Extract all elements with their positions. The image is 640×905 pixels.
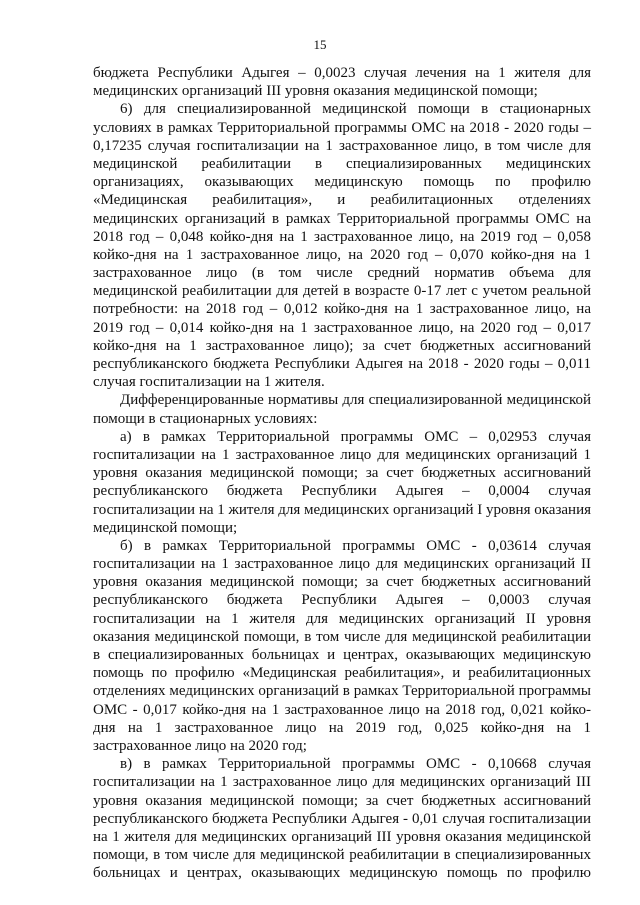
text-line: помощь по профилю «Медицинская реабилитация», и реабилитационных <box>93 665 591 682</box>
text-line: уровня оказания медицинской помощи; за счет бюджетных ассигнований <box>93 574 591 591</box>
text-line: ОМС - 0,017 койко-дня на 1 застрахованное лицо на 2018 год, 0,021 койко- <box>93 701 591 718</box>
text-line: случая госпитализации на 1 жителя. <box>93 374 325 391</box>
text-line: дня на 1 застрахованное лицо на 2019 год, 0,025 койко-дня на 1 <box>93 719 591 736</box>
text-line: условиях в рамках Территориальной программы ОМС на 2018 - 2020 годы – <box>93 119 591 136</box>
text-line: потребности: на 2018 год – 0,012 койко-дня на 1 застрахованное лицо, на <box>93 301 591 318</box>
text-line: а) в рамках Территориальной программы ОМС – 0,02953 случая <box>120 428 591 445</box>
text-line: уровня оказания медицинской помощи; за счет бюджетных ассигнований <box>93 792 591 809</box>
text-line: койко-дня на 1 застрахованное лицо); за счет бюджетных ассигнований <box>93 337 591 354</box>
text-line: республиканского бюджета Республики Адыгея – 0,0004 случая <box>93 483 591 500</box>
text-line: больницах и центрах, оказывающих медицинскую помощь по профилю <box>93 865 591 882</box>
text-line: в специализированных больницах и центрах, оказывающих медицинскую <box>93 647 591 663</box>
text-line: помощи, в том числе для медицинской реабилитации в специализированных <box>93 847 591 864</box>
text-line: бюджета Республики Адыгея – 0,0023 случая лечения на 1 жителя для <box>93 65 591 81</box>
text-line: оказания медицинской помощи, в том числе для медицинской реабилитации <box>93 628 591 645</box>
text-line: медицинской реабилитации в специализированных медицинских <box>93 155 591 172</box>
text-line: помощи в стационарных условиях: <box>93 410 318 427</box>
text-line: 6) для специализированной медицинской помощи в стационарных <box>120 101 591 118</box>
body-text <box>93 64 591 882</box>
text-line: республиканского бюджета Республики Адыгея - 0,01 случая госпитализации <box>93 810 591 827</box>
text-line: на 1 жителя для медицинских организаций III уровня оказания медицинской <box>93 828 591 845</box>
text-line: Дифференцированные нормативы для специализированной медицинской <box>120 392 591 409</box>
text-line: госпитализации на 1 жителя для медицинских организаций I уровня оказания <box>93 501 591 518</box>
text-line: республиканского бюджета Республики Адыгея на 2018 - 2020 годы – 0,011 <box>93 356 591 372</box>
text-line: койко-дня на 1 застрахованное лицо, на 2020 год – 0,070 койко-дня на 1 <box>93 246 591 263</box>
text-line: республиканского бюджета Республики Адыгея – 0,0003 случая <box>93 592 591 609</box>
text-line: организациях, оказывающих медицинскую помощь по профилю <box>93 174 591 191</box>
text-line: отделениях медицинских организаций в рамках Территориальной программы <box>93 683 591 700</box>
text-line: застрахованное лицо (в том числе средний норматив объема для <box>93 265 591 282</box>
text-line: госпитализации на 1 застрахованное лицо для медицинских организаций 1 <box>93 446 591 463</box>
text-line: 2018 год – 0,048 койко-дня на 1 застрахованное лицо, на 2019 год – 0,058 <box>93 228 591 245</box>
text-line: 0,17235 случая госпитализации на 1 застрахованное лицо, в том числе для <box>93 137 591 154</box>
text-line: медицинских организаций III уровня оказания медицинской помощи; <box>93 83 538 100</box>
text-line: в) в рамках Территориальной программы ОМС - 0,10668 случая <box>120 756 591 773</box>
text-line: застрахованное лицо на 2020 год; <box>93 737 307 754</box>
page-number: 15 <box>313 37 327 52</box>
text-line: медицинской реабилитации для детей в возрасте 0-17 лет с учетом реальной <box>93 283 591 300</box>
text-line: б) в рамках Территориальной программы ОМС - 0,03614 случая <box>120 537 591 554</box>
text-line: «Медицинская реабилитация», и реабилитационных отделениях <box>93 192 591 209</box>
text-line: уровня оказания медицинской помощи; за счет бюджетных ассигнований <box>93 465 591 482</box>
text-line: госпитализации на 1 застрахованное лицо для медицинских организаций III <box>93 774 591 791</box>
text-line: госпитализации на 1 жителя для медицинских организаций II уровня <box>93 610 591 627</box>
text-line: госпитализации на 1 застрахованное лицо для медицинских организаций II <box>93 556 591 573</box>
text-line: 2019 год – 0,014 койко-дня на 1 застрахованное лицо, на 2020 год – 0,017 <box>93 319 591 336</box>
text-line: медицинских организаций в рамках Территориальной программы ОМС на <box>93 210 591 227</box>
text-line: медицинской помощи; <box>93 519 238 536</box>
